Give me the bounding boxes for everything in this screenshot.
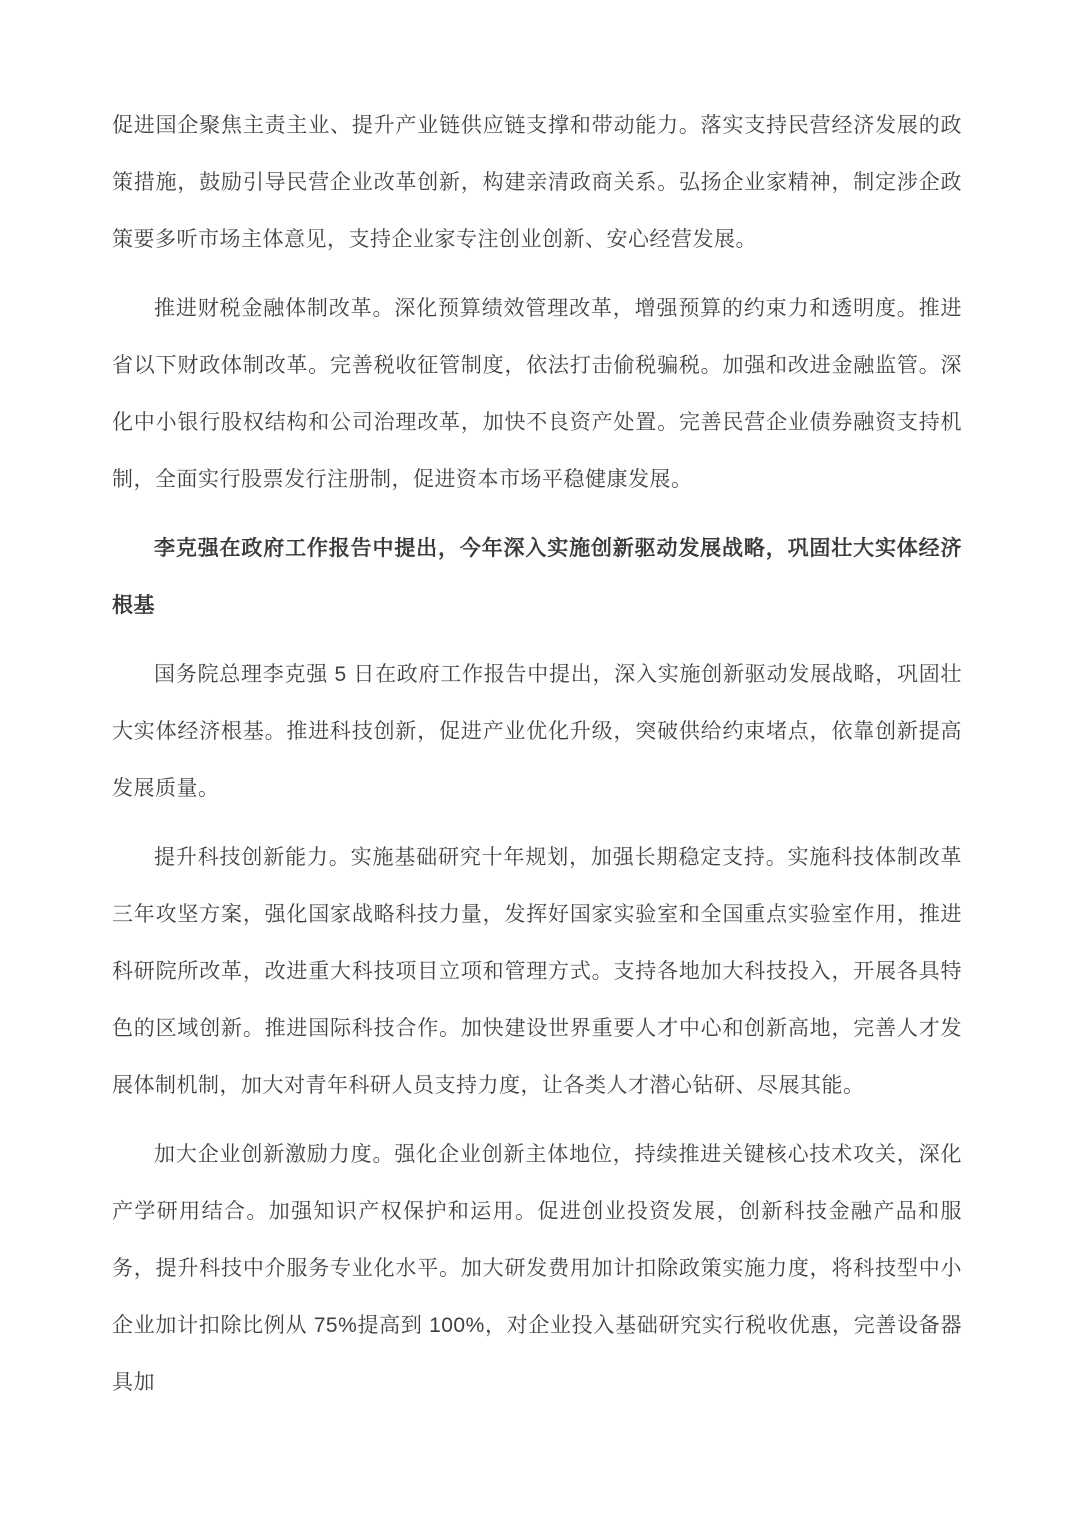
paragraph-fiscal-tax-finance-reform: 推进财税金融体制改革。深化预算绩效管理改革，增强预算的约束力和透明度。推进省以下财政体制改革。完善税收征管制度，依法打击偷税骗税。加强和改进金融监管。深化中小银行股权结构和公司治理改革，加快不良资产处置。完善民营企业债券融资支持机制，全面实行股票发行注册制，促进资本市场平稳健康发展。 — [112, 297, 962, 491]
paragraph-sci-tech-innovation-capacity: 提升科技创新能力。实施基础研究十年规划，加强长期稳定支持。实施科技体制改革三年攻坚方案，强化国家战略科技力量，发挥好国家实验室和全国重点实验室作用，推进科研院所改革，改进重大科技项目立项和管理方式。支持各地加大科技投入，开展各具特色的区域创新。推进国际科技合作。加快建设世界重要人才中心和创新高地，完善人才发展体制机制，加大对青年科研人员支持力度，让各类人才潜心钻研、尽展其能。 — [112, 846, 962, 1097]
paragraph-soe-private-economy: 促进国企聚焦主责主业、提升产业链供应链支撑和带动能力。落实支持民营经济发展的政策措施，鼓励引导民营企业改革创新，构建亲清政商关系。弘扬企业家精神，制定涉企政策要多听市场主体意见，支持企业家专注创业创新、安心经营发展。 — [112, 114, 962, 251]
paragraph-enterprise-innovation-incentives: 加大企业创新激励力度。强化企业创新主体地位，持续推进关键核心技术攻关，深化产学研用结合。加强知识产权保护和运用。促进创业投资发展，创新科技金融产品和服务，提升科技中介服务专业化水平。加大研发费用加计扣除政策实施力度，将科技型中小企业加计扣除比例从 75%提高到 100%，对企业投入基础研究实行税收优惠，完善设备器具加 — [112, 1143, 962, 1394]
document-body — [112, 97, 962, 1411]
paragraph-premier-report-summary: 国务院总理李克强 5 日在政府工作报告中提出，深入实施创新驱动发展战略，巩固壮大实体经济根基。推进科技创新，促进产业优化升级，突破供给约束堵点，依靠创新提高发展质量。 — [112, 663, 962, 800]
section-heading-innovation-strategy: 李克强在政府工作报告中提出，今年深入实施创新驱动发展战略，巩固壮大实体经济根基 — [112, 537, 962, 617]
